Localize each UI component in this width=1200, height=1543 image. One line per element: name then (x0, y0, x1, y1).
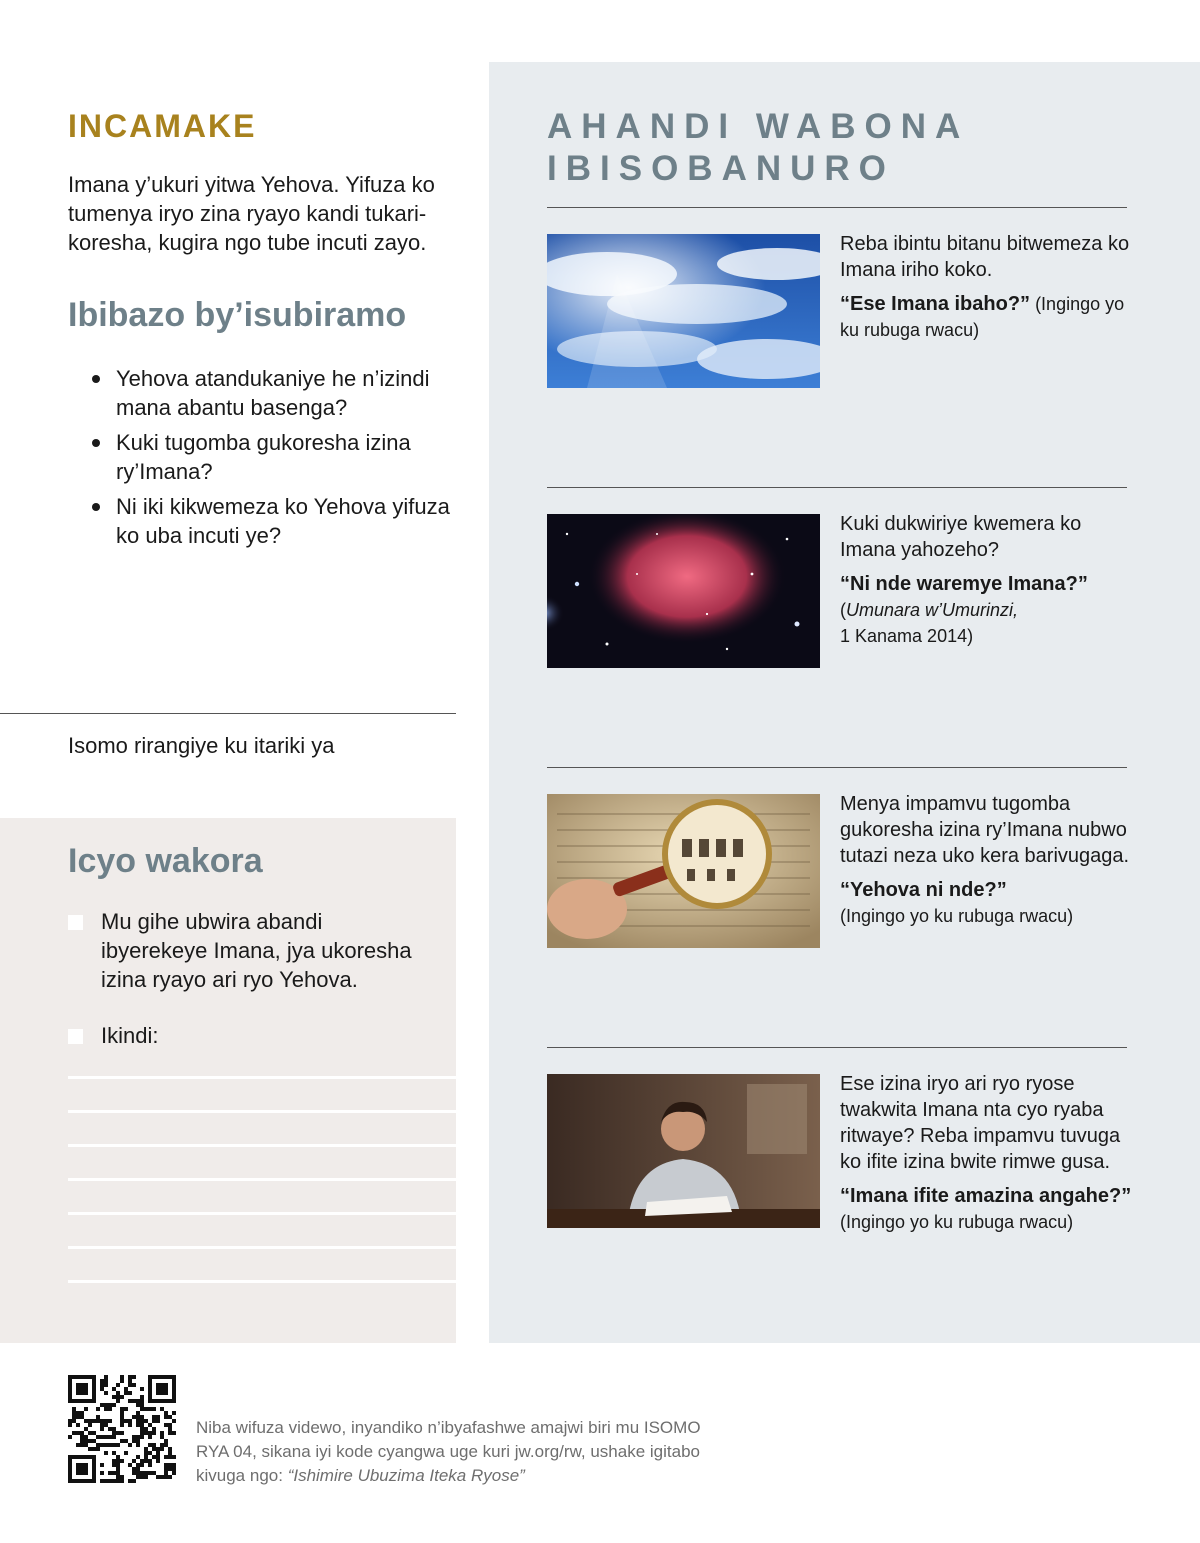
resource-item (840, 511, 1140, 649)
resource-link-title[interactable]: “Yehova ni nde?” (840, 879, 1007, 901)
bullet-icon (92, 439, 100, 447)
magnifier-hebrew-text-image[interactable] (547, 794, 820, 948)
divider (547, 487, 1127, 488)
resource-description: Kuki dukwiriye kwemera ko Imana yahozeho? (840, 513, 1082, 561)
bullet-icon (92, 503, 100, 511)
writing-line[interactable] (68, 1212, 456, 1215)
qr-code-icon[interactable] (68, 1375, 176, 1483)
writing-line[interactable] (68, 1144, 456, 1147)
divider (547, 1047, 1127, 1048)
book-title[interactable]: “Ishimire Ubuzima Iteka Ryose” (287, 1466, 525, 1485)
writing-line[interactable] (68, 1246, 456, 1249)
resource-source: (Umunara w’Umurinzi, 1 Kanama 2014) (840, 600, 1019, 646)
nebula-image[interactable] (547, 514, 820, 668)
action-item-label: Ikindi: (101, 1023, 159, 1048)
review-question: Yehova atandukaniye he n’izindi mana abantu basenga? (92, 364, 462, 422)
action-checkbox-item[interactable] (68, 907, 428, 994)
action-checkbox-other[interactable] (68, 1021, 428, 1050)
summary-title: INCAMAKE (68, 108, 257, 144)
divider (547, 767, 1127, 768)
resource-source: (Ingingo yo ku rubuga rwacu) (840, 1212, 1074, 1232)
resource-item (840, 1071, 1140, 1235)
resource-link-title[interactable]: “Ese Imana ibaho?” (840, 293, 1031, 315)
bullet-icon (92, 375, 100, 383)
resource-description: Reba ibintu bitanu bitwemeza ko Imana iriho koko. (840, 233, 1130, 281)
resource-description: Menya impamvu tugomba gukoresha izina ry’Imana nubwo tutazi neza uko kera barivugaga. (840, 793, 1130, 867)
review-questions-list (92, 364, 462, 556)
action-panel (0, 818, 456, 1343)
review-question: Kuki tugomba gukoresha izina ry’Imana? (92, 428, 462, 486)
review-question: Ni iki kikwemeza ko Yehova yifuza ko uba incuti ye? (92, 492, 462, 550)
action-title: Icyo wakora (68, 842, 263, 880)
checkbox-icon[interactable] (68, 1029, 83, 1044)
writing-line[interactable] (68, 1076, 456, 1079)
action-item-label: Mu gihe ubwira abandi ibyerekeye Imana, jya ukoresha izina ryayo ari ryo Yehova. (101, 909, 412, 992)
resource-source: (Ingingo yo ku rubuga rwacu) (840, 906, 1074, 926)
footer-note: Niba wifuza videwo, inyandiko n’ibyafashwe amajwi biri mu ISOMO RYA 04, sikana iyi kode cyangwa uge kuri jw.org/rw, ushake igitabo kivuga ngo: “Ishimire Ubuzima Iteka Ryose” (196, 1418, 701, 1485)
resource-description: Ese izina iryo ari ryo ryose twakwita Imana nta cyo ryaba ritwaye? Reba impamvu tuvuga ko ifite izina bwite rimwe gusa. (840, 1073, 1121, 1173)
summary-text: Imana y’ukuri yitwa Yehova. Yifuza ko tumenya iryo zina ryayo kandi tukari-koresha, kugira ngo tube incuti zayo. (68, 172, 435, 255)
writing-line[interactable] (68, 1110, 456, 1113)
sky-clouds-image[interactable] (547, 234, 820, 388)
divider (547, 207, 1127, 208)
resource-item (840, 791, 1140, 929)
writing-line[interactable] (68, 1280, 456, 1283)
resource-source: (Ingingo yo ku rubuga rwacu) (840, 294, 1125, 340)
resource-link-title[interactable]: “Imana ifite amazina angahe?” (840, 1185, 1132, 1207)
lesson-date-label: Isomo rirangiye ku itariki ya (68, 733, 335, 758)
writing-line[interactable] (68, 1178, 456, 1181)
man-reading-image[interactable] (547, 1074, 820, 1228)
resource-link-title[interactable]: “Ni nde waremye Imana?” (840, 573, 1088, 595)
resource-item (840, 231, 1140, 343)
more-info-title: AHANDI WABONA IBISOBANURO (547, 107, 968, 188)
divider (0, 713, 456, 714)
checkbox-icon[interactable] (68, 915, 83, 930)
review-questions-title: Ibibazo by’isubiramo (68, 296, 407, 334)
